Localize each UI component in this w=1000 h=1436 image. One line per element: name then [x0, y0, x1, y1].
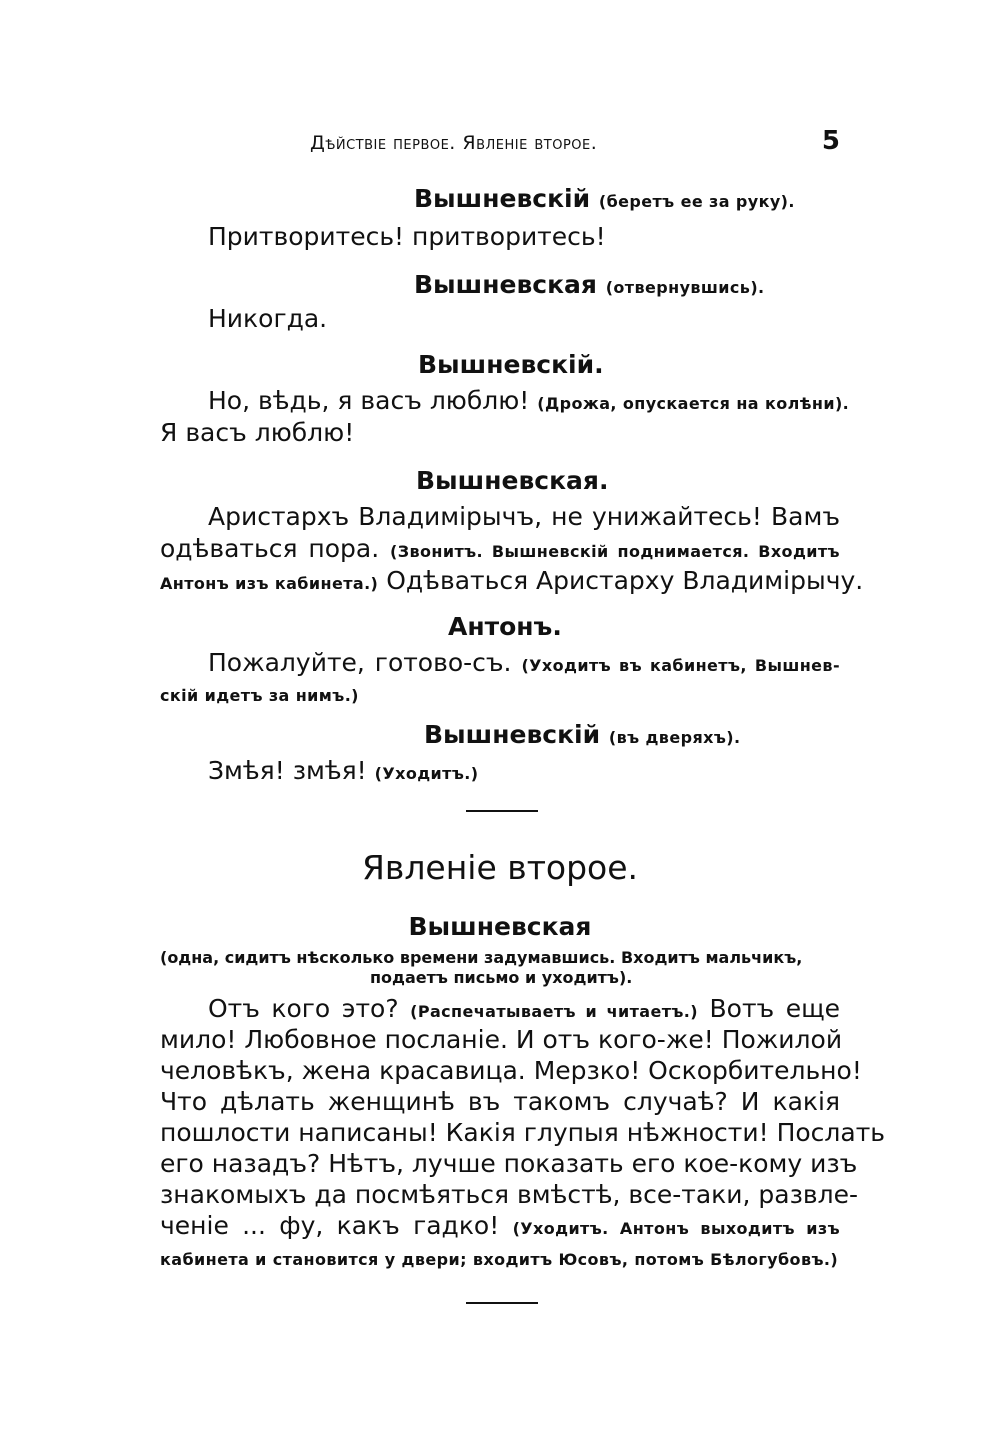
page-header [160, 126, 840, 158]
page-number: 5 [821, 126, 840, 156]
speaker-line [448, 612, 562, 641]
monologue-line: пошлости написаны! Какія глупыя нѣжности! Послать [160, 1118, 886, 1147]
speaker-name: Вышневскій [414, 184, 591, 213]
stage-direction-line: (одна, сидитъ нѣсколько времени задумавшись. Входитъ мальчикъ, [160, 948, 803, 967]
dialogue-line: Притворитесь! притворитесь! [208, 222, 606, 251]
section-divider [466, 1302, 538, 1304]
dialogue-line [160, 566, 864, 599]
dialogue-text: одѣваться пора. [160, 534, 380, 563]
speaker-name: Вышневскій [424, 720, 601, 749]
monologue-line: его назадъ? Нѣтъ, лучше показать его кое-кому изъ [160, 1149, 858, 1178]
dialogue-text: Пожалуйте, готово-съ. [208, 648, 512, 677]
section-divider [466, 810, 538, 812]
stage-direction: скій идетъ за нимъ.) [160, 686, 359, 705]
dialogue-text: ченіе ... фу, какъ гадко! [160, 1211, 500, 1240]
running-head: Дѣйствіе первое. Явленіе второе. [310, 132, 598, 154]
scene-title: Явленіе второе. [361, 848, 639, 887]
speaker-name: Антонъ. [448, 612, 562, 641]
monologue-line: человѣкъ, жена красавица. Мерзко! Оскорбительно! [160, 1056, 862, 1085]
monologue-line [160, 1211, 840, 1244]
dialogue-line: Аристархъ Владимірычъ, не унижайтесь! Вамъ [208, 502, 840, 531]
speaker-name: Вышневская. [416, 466, 609, 495]
monologue-line [160, 994, 840, 1027]
speaker-line [414, 184, 795, 213]
stage-direction: (Уходитъ. Антонъ выходитъ изъ [512, 1219, 840, 1238]
dialogue-line [160, 756, 840, 789]
monologue-line: мило! Любовное посланіе. И отъ кого-же! Пожилой [160, 1025, 843, 1054]
stage-direction: (Уходитъ въ кабинетъ, Вышнев- [521, 656, 840, 675]
stage-direction: кабинета и становится у двери; входитъ Юсовъ, потомъ Бѣлогубовъ.) [160, 1250, 839, 1269]
speaker-line [416, 466, 608, 495]
dialogue-line [160, 534, 840, 567]
scene-stage-direction [160, 948, 840, 988]
speaker-line [418, 350, 604, 379]
speaker-name: Вышневская [414, 270, 597, 299]
dialogue-text: Вотъ еще [709, 994, 841, 1023]
dialogue-text: Одѣваться Аристарху Владимірычу. [386, 566, 864, 595]
speaker-line [414, 270, 765, 299]
stage-direction: (беретъ ее за руку). [598, 192, 795, 211]
stage-direction: Антонъ изъ кабинета.) [160, 574, 379, 593]
speaker-line [424, 720, 740, 749]
stage-direction: (отвернувшись). [605, 278, 765, 297]
stage-direction: (Уходитъ.) [374, 764, 479, 783]
monologue-line: Что дѣлать женщинѣ въ такомъ случаѣ? И какія [160, 1087, 840, 1116]
dialogue-line [160, 678, 840, 711]
monologue-line [160, 1242, 840, 1275]
dialogue-line: Я васъ люблю! [160, 418, 355, 447]
dialogue-line: Никогда. [208, 304, 328, 333]
stage-direction: (въ дверяхъ). [608, 728, 741, 747]
monologue-line: знакомыхъ да посмѣяться вмѣстѣ, все-таки, развле- [160, 1180, 859, 1209]
dialogue-text: Но, вѣдь, я васъ люблю! [208, 386, 530, 415]
speaker-name: Вышневскій. [418, 350, 604, 379]
scene-speaker: Вышневская [408, 912, 592, 941]
dialogue-text: Змѣя! змѣя! [208, 756, 367, 785]
dialogue-line [160, 386, 850, 419]
stage-direction: (Дрожа, опускается на колѣни). [537, 394, 850, 413]
dialogue-line [160, 648, 840, 681]
dialogue-text: Отъ кого это? [208, 994, 399, 1023]
stage-direction: (Распечатываетъ и читаетъ.) [410, 1002, 698, 1021]
stage-direction: (Звонитъ. Вышневскій поднимается. Входитъ [390, 542, 840, 561]
stage-direction-line: подаетъ письмо и уходитъ). [370, 968, 633, 987]
